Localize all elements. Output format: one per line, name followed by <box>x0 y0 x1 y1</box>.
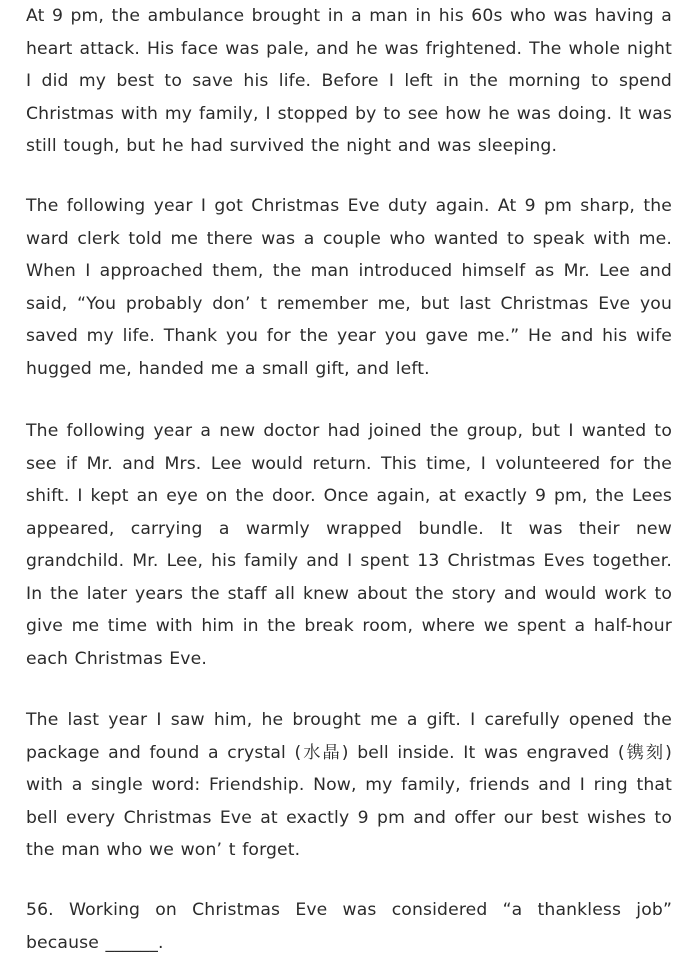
paragraph-3: The following year a new doctor had joined the group, but I wanted to see if Mr. and Mrs. Lee would return. This time, I volunteered for the shift. I kept an eye on the door. Once again, at exactly 9 pm, the Lees appeared, carrying a warmly wrapped bundle. It was their new grandchild. Mr. Lee, his family and I spent 13 Christmas Eves together. In the later years the staff all knew about the story and would work to give me time with him in the break room, where we spent a half-hour each Christmas Eve. <box>26 421 672 669</box>
paragraph-4: The last year I saw him, he brought me a gift. I carefully opened the package and found a crystal (水晶) bell inside. It was engraved (镌刻) with a single word: Friendship. Now, my family, friends and I ring that bell every Christmas Eve at exactly 9 pm and offer our best wishes to the man who we won’ t forget. <box>26 710 672 860</box>
paragraph-1: At 9 pm, the ambulance brought in a man in his 60s who was having a heart attack. His face was pale, and he was frightened. The whole night I did my best to save his life. Before I left in the morning to spend Christmas with my family, I stopped by to see how he was doing. It was still tough, but he had survived the night and was sleeping. <box>26 6 672 156</box>
question-56: 56. Working on Christmas Eve was considered “a thankless job” because ______. <box>26 900 672 953</box>
paragraph-2: The following year I got Christmas Eve duty again. At 9 pm sharp, the ward clerk told me there was a couple who wanted to speak with me. When I approached them, the man introduced himself as Mr. Lee and said, “You probably don’ t remember me, but last Christmas Eve you saved my life. Thank you for the year you gave me.” He and his wife hugged me, handed me a small gift, and left. <box>26 196 672 379</box>
